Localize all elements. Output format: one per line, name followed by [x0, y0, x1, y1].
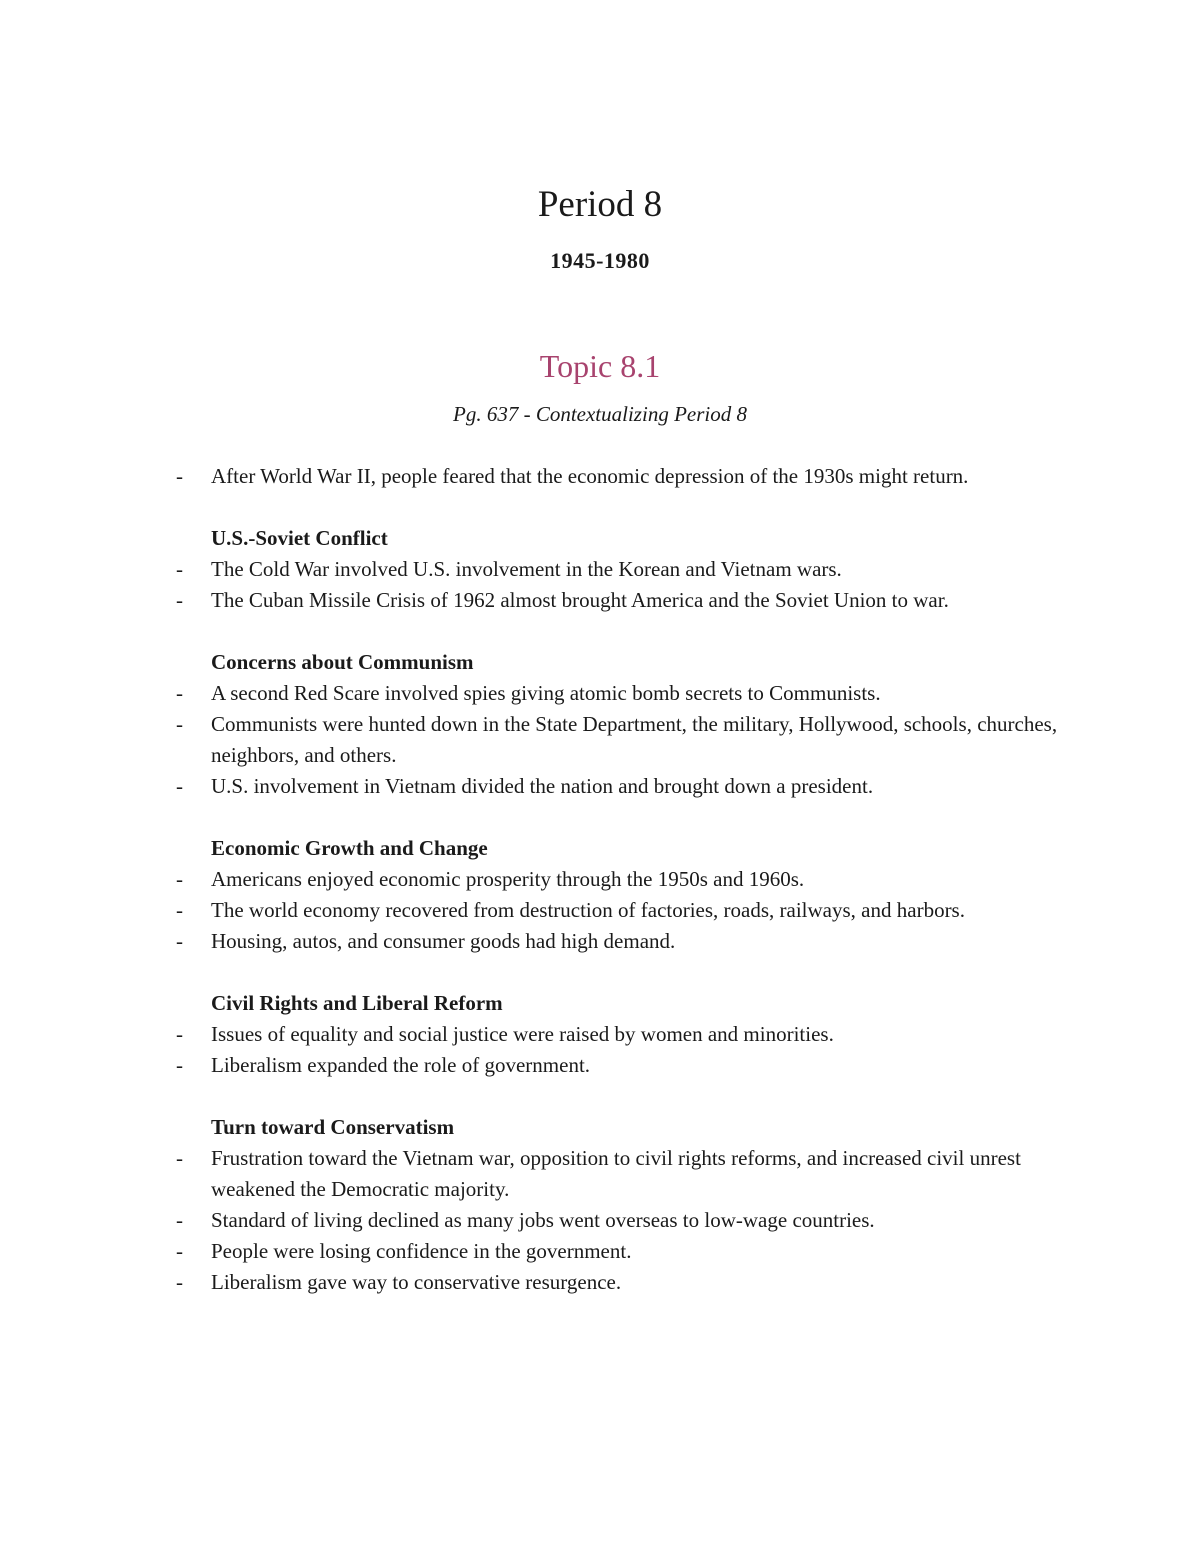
- section-heading: U.S.-Soviet Conflict: [211, 526, 388, 550]
- section-heading: Economic Growth and Change: [211, 836, 488, 860]
- bullet-dash: -: [176, 681, 183, 705]
- bullet-dash: -: [176, 1053, 183, 1077]
- list-item-text: Housing, autos, and consumer goods had high demand.: [211, 929, 676, 953]
- list-item: [176, 554, 1076, 585]
- list-item: [176, 864, 1076, 895]
- bullet-dash: -: [176, 1270, 183, 1294]
- list-item-text: The world economy recovered from destruction of factories, roads, railways, and harbors.: [211, 898, 965, 922]
- bullet-dash: -: [176, 1239, 183, 1263]
- list-item: [176, 1205, 1076, 1236]
- bullet-dash: -: [176, 557, 183, 581]
- bullet-dash: -: [176, 929, 183, 953]
- list-item-text: Americans enjoyed economic prosperity through the 1950s and 1960s.: [211, 867, 805, 891]
- bullet-dash: -: [176, 1022, 183, 1046]
- bullet-dash: -: [176, 1146, 183, 1170]
- list-item-text: A second Red Scare involved spies giving atomic bomb secrets to Communists.: [211, 681, 881, 705]
- list-item-text: Communists were hunted down in the State Department, the military, Hollywood, schools, churches, neighbors, and others.: [211, 712, 1058, 767]
- section-heading: Civil Rights and Liberal Reform: [211, 991, 503, 1015]
- list-item: [176, 1019, 1076, 1050]
- list-item-text: People were losing confidence in the government.: [211, 1239, 632, 1263]
- topic-heading: Topic 8.1: [539, 348, 661, 384]
- bullet-dash: -: [176, 774, 183, 798]
- list-item: [176, 678, 1076, 709]
- list-item-text: The Cold War involved U.S. involvement in the Korean and Vietnam wars.: [211, 557, 842, 581]
- bullet-dash: -: [176, 588, 183, 612]
- list-item-text: Liberalism gave way to conservative resurgence.: [211, 1270, 622, 1294]
- list-item-text: U.S. involvement in Vietnam divided the nation and brought down a president.: [211, 774, 874, 798]
- intro-item: [176, 461, 1076, 492]
- list-item: [176, 895, 1076, 926]
- page-title: Period 8: [537, 184, 663, 225]
- list-item-text: Frustration toward the Vietnam war, opposition to civil rights reforms, and increased civil unrest weakened the Democratic majority.: [211, 1146, 1021, 1201]
- notes-body: [176, 461, 1076, 1298]
- list-item: [176, 1267, 1076, 1298]
- topic-subtitle: Pg. 637 - Contextualizing Period 8: [453, 402, 747, 426]
- list-item: [176, 1143, 1076, 1205]
- list-item: [176, 585, 1076, 616]
- list-item-text: Issues of equality and social justice were raised by women and minorities.: [211, 1022, 834, 1046]
- list-item-text: Standard of living declined as many jobs went overseas to low-wage countries.: [211, 1208, 875, 1232]
- list-item-text: Liberalism expanded the role of government.: [211, 1053, 591, 1077]
- list-item: [176, 926, 1076, 957]
- section-heading: Turn toward Conservatism: [211, 1115, 455, 1139]
- list-item: [176, 1236, 1076, 1267]
- list-item-text: After World War II, people feared that the economic depression of the 1930s might return.: [211, 464, 969, 488]
- period-years: 1945-1980: [550, 248, 650, 273]
- bullet-dash: -: [176, 464, 183, 488]
- list-item-text: The Cuban Missile Crisis of 1962 almost brought America and the Soviet Union to war.: [211, 588, 949, 612]
- list-item: [176, 1050, 1076, 1081]
- section-heading: Concerns about Communism: [211, 650, 474, 674]
- list-item: [176, 709, 1076, 771]
- list-item: [176, 771, 1076, 802]
- bullet-dash: -: [176, 898, 183, 922]
- bullet-dash: -: [176, 1208, 183, 1232]
- bullet-dash: -: [176, 867, 183, 891]
- bullet-dash: -: [176, 712, 183, 736]
